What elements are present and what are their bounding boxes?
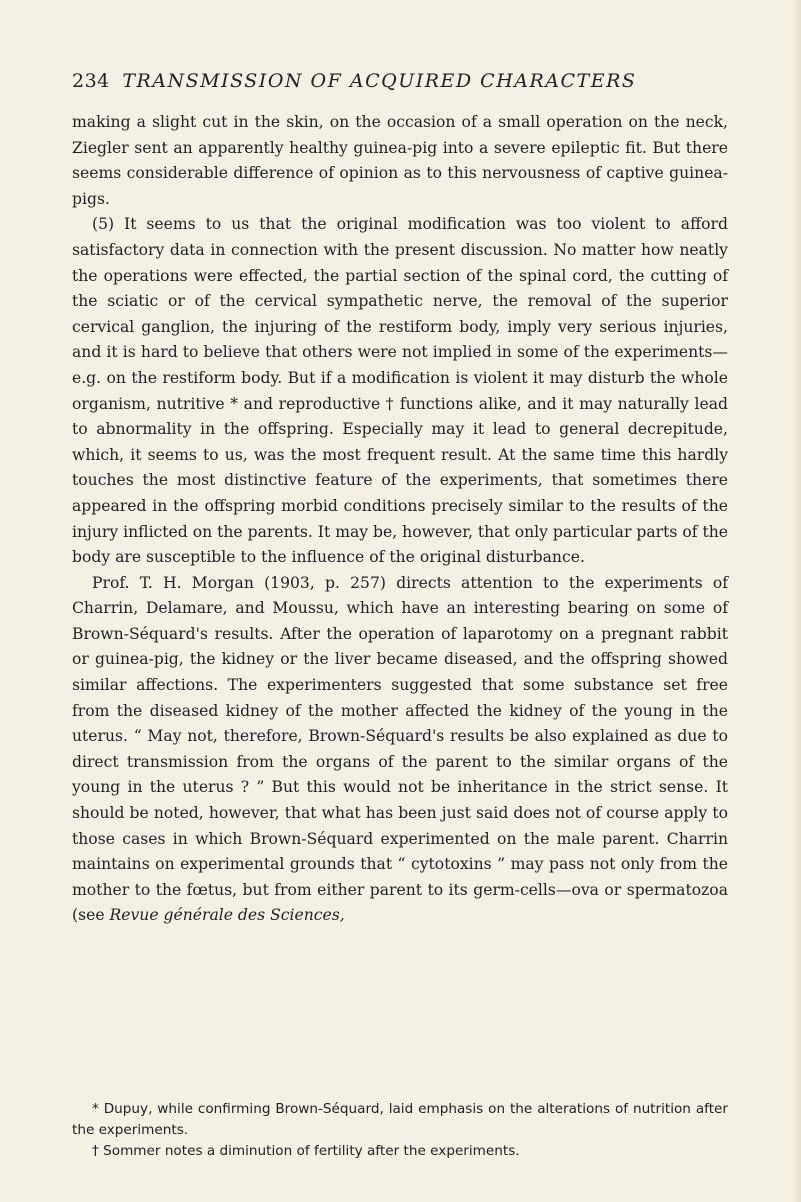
footnote-2: † Sommer notes a diminution of fertility after the experiments.: [92, 1143, 520, 1159]
running-title: TRANSMISSION OF ACQUIRED CHARACTERS: [122, 70, 637, 92]
journal-title: Revue générale des Sciences,: [109, 906, 345, 925]
page-number: 234: [72, 70, 110, 92]
page-edge-shadow: [793, 0, 801, 1202]
paragraph-3-text: Prof. T. H. Morgan (1903, p. 257) directs attention to the experiments of Charrin, Delamare, and Moussu, which have an interesting bearing on some of Brown-Séquard's results. After the operation of laparotomy on a pregnant rabbit or guinea-pig, the kidney or the liver became diseased, and the offspring showed similar affections. The experimenters suggested that some substance set free from the diseased kidney of the mother affected the kidney of the young in the uterus. “ May not, therefore, Brown-Séquard's results be also explained as due to direct transmission from the organs of the parent to the similar organs of the young in the uterus ? ” But this would not be inheritance in the strict sense. It should be noted, however, that what has been just said does not of course apply to those cases in which Brown-Séquard experimented on the male parent. Charrin maintains on experimental grounds that “ cytotoxins ” may pass not only from the mother to the fœtus, but from either parent to its germ-cells—ova or spermatozoa (see: [72, 573, 728, 925]
footnote-1: * Dupuy, while confirming Brown-Séquard, laid emphasis on the alterations of nutrition after the experiments.: [72, 1101, 728, 1138]
body-text: [72, 110, 728, 929]
paragraph-3: [72, 571, 728, 929]
paragraph-1: making a slight cut in the skin, on the occasion of a small operation on the neck, Ziegler sent an apparently healthy guinea-pig into a severe epileptic fit. But there seems considerable difference of opinion as to this nervousness of captive guinea-pigs.: [72, 113, 728, 208]
paragraph-2: (5) It seems to us that the original modification was too violent to afford satisfactory data in connection with the present discussion. No matter how neatly the operations were effected, the partial section of the spinal cord, the cutting of the sciatic or of the cervical sympathetic nerve, the removal of the superior cervical ganglion, the injuring of the restiform body, imply very serious injuries, and it is hard to believe that others were not implied in some of the experiments—e.g. on the restiform body. But if a modification is violent it may disturb the whole organism, nutritive * and reproductive † functions alike, and it may naturally lead to abnormality in the offspring. Especially may it lead to general decrepitude, which, it seems to us, was the most frequent result. At the same time this hardly touches the most distinctive feature of the experiments, that sometimes there appeared in the offspring morbid conditions precisely similar to the results of the injury inflicted on the parents. It may be, however, that only particular parts of the body are susceptible to the influence of the original disturbance.: [72, 215, 728, 567]
footnotes: [72, 1099, 728, 1162]
running-header: [72, 70, 732, 92]
